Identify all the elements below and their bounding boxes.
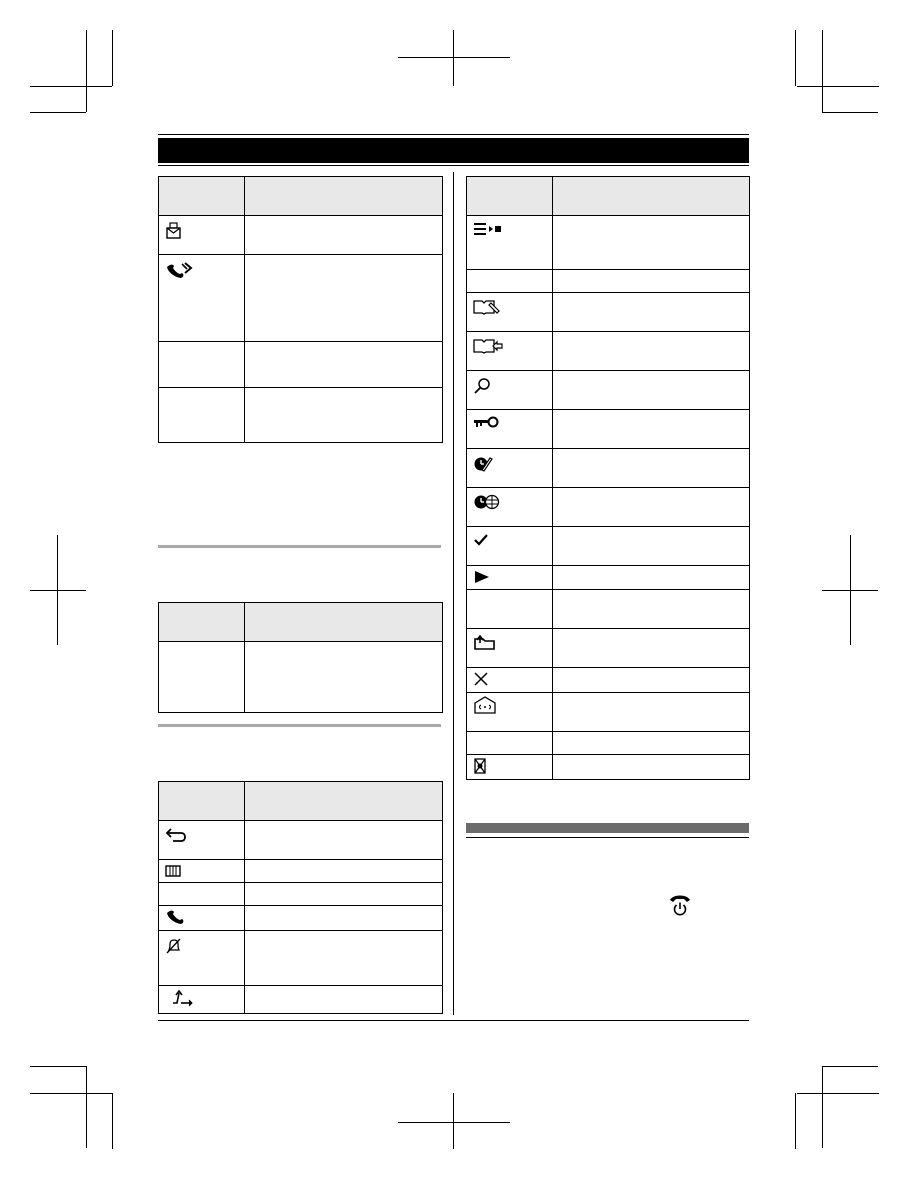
table-header-cell	[159, 177, 245, 216]
icon-cell	[159, 821, 245, 860]
icon-cell	[467, 566, 553, 590]
phonebook-copy-icon	[473, 338, 503, 354]
icon-cell	[467, 668, 553, 693]
table-row	[159, 388, 443, 443]
section-bar	[466, 823, 749, 833]
table-row	[159, 906, 443, 931]
table-row	[159, 931, 443, 986]
icon-cell	[159, 906, 245, 931]
table-row	[467, 449, 750, 488]
icon-table-d	[466, 176, 750, 780]
icon-cell	[467, 527, 553, 566]
icon-cell	[159, 931, 245, 986]
icon-table-b	[158, 602, 443, 713]
check-icon	[473, 533, 489, 547]
icon-cell	[467, 488, 553, 527]
icon-cell	[467, 449, 553, 488]
section-rule	[158, 724, 441, 727]
icon-cell	[159, 986, 245, 1014]
menu-list-icon	[473, 222, 503, 236]
table-row	[467, 488, 750, 527]
icon-cell	[467, 332, 553, 371]
icon-cell	[467, 410, 553, 449]
header-rule-top	[158, 134, 749, 135]
table-row	[159, 342, 443, 388]
ringer-off-icon	[165, 937, 183, 955]
section-rule	[158, 545, 441, 548]
table-row	[467, 332, 750, 371]
home-icon	[473, 695, 497, 715]
handset-icon	[165, 909, 185, 925]
icon-cell	[159, 255, 245, 342]
table-row	[159, 860, 443, 883]
icon-cell	[467, 693, 553, 732]
close-icon	[473, 671, 489, 687]
table-row	[159, 216, 443, 255]
table-header-cell	[553, 177, 750, 216]
table-row	[159, 255, 443, 342]
table-header-cell	[245, 177, 443, 216]
table-header-cell	[159, 603, 245, 642]
table-row	[467, 590, 750, 629]
icon-cell	[467, 371, 553, 410]
page-header-bar	[158, 138, 749, 163]
table-header-cell	[467, 177, 553, 216]
table-header-cell	[159, 782, 245, 821]
clock-pen-icon	[473, 455, 493, 473]
save-icon	[473, 635, 497, 651]
back-arrow-icon	[165, 827, 187, 843]
table-row	[159, 986, 443, 1014]
table-row	[159, 883, 443, 906]
off-power-icon	[668, 893, 692, 922]
table-header-cell	[245, 782, 443, 821]
key-icon	[473, 416, 501, 430]
column-divider	[453, 172, 454, 1015]
clock-region-icon	[473, 494, 501, 510]
table-row	[467, 566, 750, 590]
table-row	[467, 755, 750, 780]
icon-cell	[467, 216, 553, 270]
table-row	[467, 371, 750, 410]
table-row	[467, 693, 750, 732]
icon-cell	[159, 860, 245, 883]
icon-cell	[159, 216, 245, 255]
voicemail-icon	[165, 222, 183, 240]
table-row	[467, 668, 750, 693]
icon-table-a	[158, 176, 443, 443]
call-forward-icon	[165, 261, 195, 279]
section-bar-rule	[466, 837, 749, 838]
footer-rule	[158, 1020, 749, 1021]
keypad-icon	[165, 865, 181, 877]
transfer-icon	[171, 989, 195, 1007]
table-row	[467, 216, 750, 270]
header-rule-bottom	[158, 165, 749, 166]
table-header-cell	[245, 603, 443, 642]
table-row	[467, 629, 750, 668]
table-row	[467, 410, 750, 449]
play-icon	[473, 570, 491, 584]
table-row	[467, 270, 750, 293]
table-row	[159, 642, 443, 713]
table-row	[467, 732, 750, 755]
mute-icon	[473, 758, 487, 774]
table-row	[467, 293, 750, 332]
phonebook-edit-icon	[473, 299, 503, 315]
search-icon	[473, 377, 491, 395]
icon-cell	[467, 755, 553, 780]
table-row	[467, 527, 750, 566]
table-row	[159, 821, 443, 860]
icon-cell	[467, 293, 553, 332]
icon-table-c	[158, 781, 443, 1014]
icon-cell	[467, 629, 553, 668]
